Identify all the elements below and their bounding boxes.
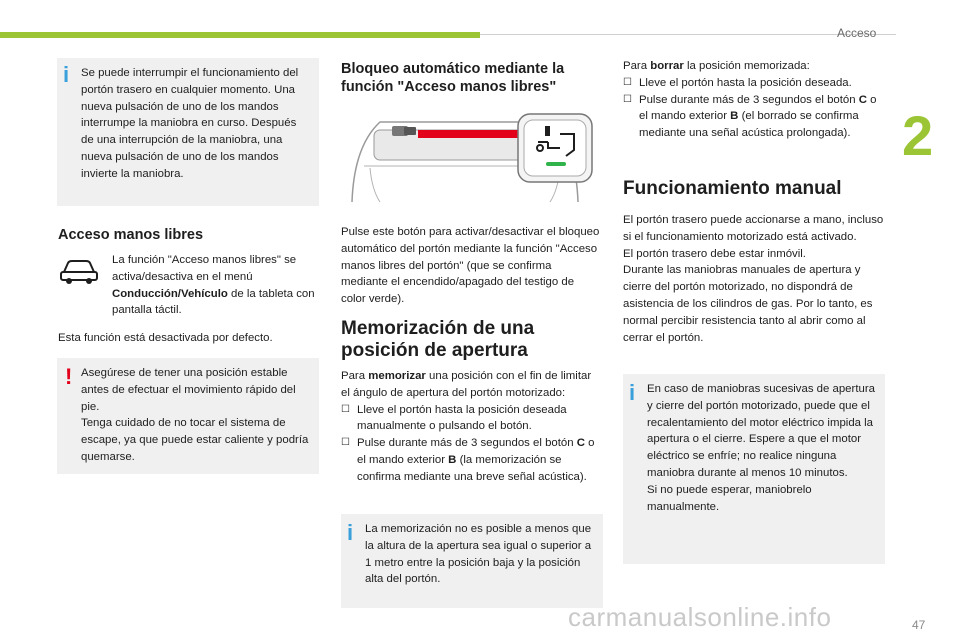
step-text: Pulse durante más de 3 segundos el botón [357, 437, 577, 450]
step-text: Pulse durante más de 3 segundos el botón [639, 93, 859, 106]
heading-bloqueo-automatico: Bloqueo automático mediante la función "Acceso manos libres" [341, 61, 565, 95]
info-icon: i [63, 62, 70, 87]
default-off-text: Esta función está desactivada por defecto. [58, 332, 273, 344]
info-icon: i [347, 520, 354, 545]
checkbox-icon: ☐ [341, 403, 350, 415]
watermark: carmanualsonline.info [568, 602, 832, 632]
info-text: La memorización no es posible a menos que la altura de la apertura sea igual o superior a 1 metro entre la posición baja y la posición alta del portón. [365, 523, 592, 586]
erase-intro [623, 58, 885, 75]
erase-step [623, 75, 885, 92]
warning-box [57, 358, 319, 474]
erase-instructions [623, 58, 885, 142]
warning-text: Asegúrese de tener una posición estable antes de efectuar el movimiento rápido del pie. Tenga cuidado de no tocar el sistema de escape, ya que puede estar caliente y podría quemarse. [81, 367, 309, 463]
heading-funcionamiento-manual: Funcionamiento manual [623, 178, 842, 199]
checkbox-icon: ☐ [341, 437, 350, 449]
intro-part: Para [623, 60, 651, 72]
intro-part: una posición con el fin de limitar el ángulo de apertura del portón motorizado: [341, 370, 592, 399]
step-text: o el mando exterior [357, 437, 595, 466]
menu-path: Conducción/Vehículo [112, 287, 228, 300]
step-text: (el borrado se confirma mediante una señal acústica prolongada). [639, 110, 859, 140]
intro-part: Para [341, 370, 369, 382]
memorize-step [341, 402, 603, 436]
tailgate-illustration [340, 106, 602, 208]
menu-text-part: La función "Acceso manos libres" se activa/desactiva en el menú [112, 254, 297, 283]
control-label-b: B [730, 110, 739, 123]
heading-acceso-manos-libres: Acceso manos libres [58, 227, 204, 243]
step-text: (la memorización se confirma mediante una breve señal acústica). [357, 453, 587, 483]
intro-bold: memorizar [368, 370, 426, 382]
section-label: Acceso [837, 26, 877, 40]
page-number: 47 [912, 618, 926, 632]
info-box-memorization [341, 514, 603, 608]
hands-free-menu-text [112, 252, 316, 319]
menu-text-part: de la tableta con pantalla táctil. [112, 287, 315, 317]
section-color-bar [0, 32, 480, 38]
info-icon: i [629, 380, 636, 405]
header-rule [480, 34, 896, 35]
memorize-intro [341, 368, 603, 402]
lock-button-description: Pulse este botón para activar/desactivar el bloqueo automático del portón mediante la función "Acceso manos libres del portón" (que se confirma mediante el encendido/apagado del testigo de color verde). [341, 226, 600, 306]
intro-bold: borrar [650, 60, 684, 72]
manual-operation-text: El portón trasero puede accionarse a mano, incluso si el funcionamiento motorizado está activado. El portón trasero debe estar inmóvil. Durante las maniobras manuales de apertura y cierre del portón motorizado, no dispondrá de asistencia de los cilindros de gas. Por lo tanto, es normal percibir resistencia tanto al abrir como al cerrar el portón. [623, 214, 884, 344]
checkbox-icon: ☐ [623, 93, 632, 105]
checkbox-icon: ☐ [623, 76, 632, 88]
step-text: Lleve el portón hasta la posición deseada. [639, 76, 852, 89]
car-icon [58, 256, 100, 286]
info-text: En caso de maniobras sucesivas de apertura y cierre del portón motorizado, puede que el recalentamiento del motor eléctrico impida la apertura o el cierre. Espere a que el motor eléctrico se enfríe; no realice ninguna maniobra durante al menos 10 minutos. Si no puede esperar, maniobrelo manualmente. [647, 383, 875, 513]
heading-memorizacion: Memorización de una posición de apertura [341, 318, 535, 361]
info-box-overheat [623, 374, 885, 564]
step-text: Lleve el portón hasta la posición deseada manualmente o pulsando el botón. [357, 403, 567, 433]
button-label-c: C [858, 93, 867, 106]
chapter-number: 2 [902, 104, 934, 167]
memorize-step [341, 435, 603, 485]
step-text: o el mando exterior [639, 93, 877, 123]
erase-step [623, 92, 885, 142]
warning-icon: ! [65, 364, 73, 389]
intro-part: la posición memorizada: [683, 60, 810, 72]
info-text: Se puede interrumpir el funcionamiento del portón trasero en cualquier momento. Una nueva pulsación de uno de los mandos interrumpe la maniobra en curso. Después de una interrupción de la maniobra, una nueva pulsación de uno de los mandos invierte la maniobra. [81, 67, 299, 180]
memorize-instructions [341, 368, 603, 486]
control-label-b: B [448, 453, 457, 466]
button-label-c: C [576, 437, 585, 450]
info-box-interrupt [57, 58, 319, 206]
